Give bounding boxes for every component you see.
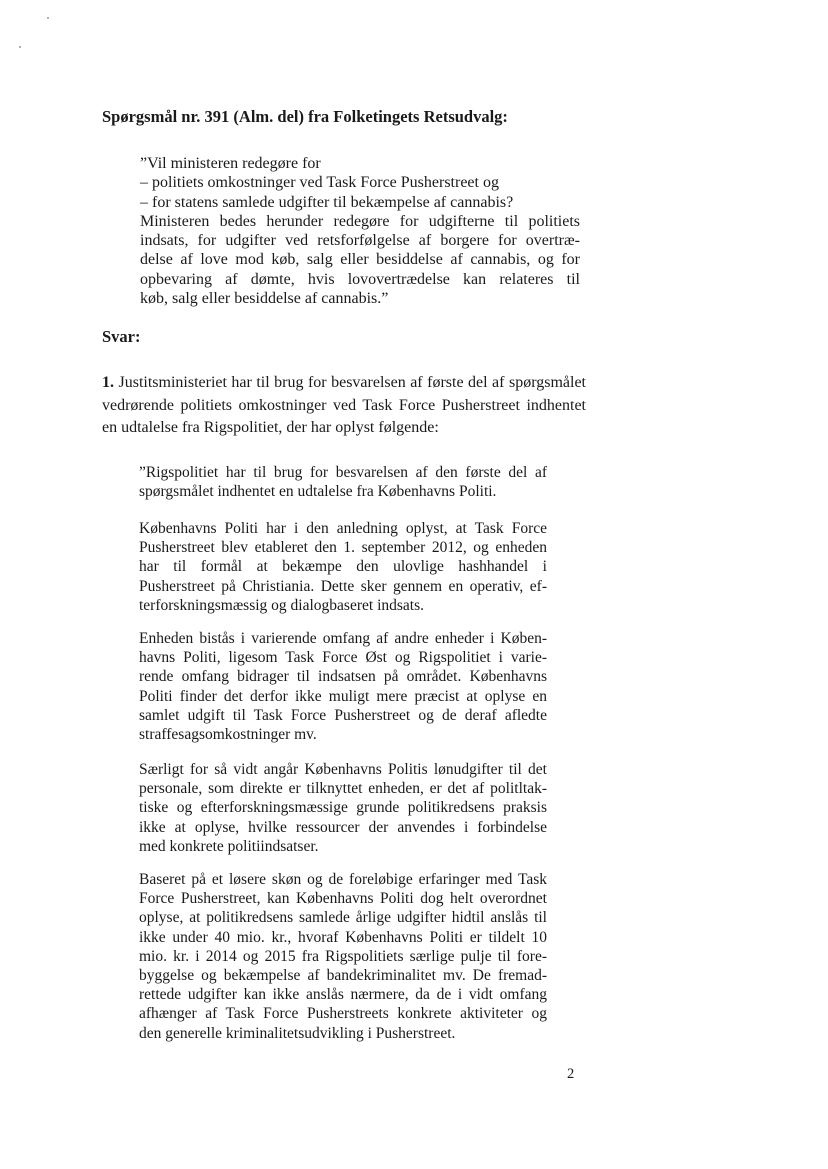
paragraph-line: Politi finder det derfor ikke muligt mere præcist at oplyse en xyxy=(139,687,547,705)
paragraph-line: Force Pusherstreet, kan Københavns Politi dog helt overordnet xyxy=(139,890,547,908)
answer-intro-line: 1. Justitsministeriet har til brug for besvarelsen af første del af spørgsmålet xyxy=(102,374,586,391)
question-line: Ministeren bedes herunder redegøre for udgifterne til politiets xyxy=(140,212,580,230)
paragraph-line: ikke under 40 mio. kr., hvoraf Københavns Politi er tildelt 10 xyxy=(139,928,547,946)
answer-intro-paragraph xyxy=(102,372,586,440)
paragraph-line: Københavns Politi har i den anledning oplyst, at Task Force xyxy=(139,520,547,537)
question-line: ”Vil ministeren redegøre for xyxy=(140,155,321,172)
scan-speck xyxy=(47,17,49,19)
quoted-paragraph xyxy=(139,519,547,615)
question-quote xyxy=(140,154,580,308)
question-line: indsats, for udgifter ved retsforfølgelse af borgere for overtræ- xyxy=(140,232,580,250)
paragraph-line: terforskningsmæssig og dialogbaseret indsats. xyxy=(139,596,424,614)
paragraph-line: Pusherstreet blev etableret den 1. september 2012, og enheden xyxy=(139,539,547,557)
paragraph-line: afhænger af Task Force Pusherstreets konkrete aktiviteter og xyxy=(139,1005,547,1023)
page-number: 2 xyxy=(567,1066,575,1082)
paragraph-line: har til formål at bekæmpe den ulovlige hashhandel i xyxy=(139,558,547,576)
paragraph-line: straffesagsomkostninger mv. xyxy=(139,726,317,744)
paragraph-line: havns Politi, ligesom Task Force Øst og Rigspolitiet i varie- xyxy=(139,649,547,667)
question-line: – politiets omkostninger ved Task Force Pusherstreet og xyxy=(140,174,499,192)
quoted-paragraph xyxy=(139,629,547,744)
paragraph-line: samlet udgift til Task Force Pusherstreet og de deraf afledte xyxy=(139,706,547,724)
paragraph-line: med konkrete politiindsatser. xyxy=(139,837,319,855)
paragraph-line: ikke at oplyse, hvilke ressourcer der anvendes i forbindelse xyxy=(139,818,547,836)
paragraph-line: Særligt for så vidt angår Københavns Politis lønudgifter til det xyxy=(139,761,547,778)
paragraph-line: tiske og efterforskningsmæssige grunde politikredsens praksis xyxy=(139,799,547,817)
answer-number: 1. xyxy=(102,374,114,391)
quoted-paragraph xyxy=(139,760,547,856)
paragraph-line: rettede udgifter kan ikke anslås nærmere, da de i vidt omfang xyxy=(139,986,547,1004)
paragraph-line: mio. kr. i 2014 og 2015 fra Rigspolitiets særlige pulje til fore- xyxy=(139,947,547,965)
question-line: delse af love mod køb, salg eller besiddelse af cannabis, og for xyxy=(140,251,580,269)
paragraph-line: ”Rigspolitiet har til brug for besvarelsen af den første del af xyxy=(139,464,547,481)
question-line: – for statens samlede udgifter til bekæmpelse af cannabis? xyxy=(140,193,514,211)
paragraph-line: den generelle kriminalitetsudvikling i Pusherstreet. xyxy=(139,1024,456,1042)
quoted-paragraph xyxy=(139,870,547,1043)
paragraph-line: Pusherstreet på Christiania. Dette sker gennem en operativ, ef- xyxy=(139,577,547,595)
paragraph-line: Enheden bistås i varierende omfang af andre enheder i Køben- xyxy=(139,630,547,647)
paragraph-line: spørgsmålet indhentet en udtalelse fra Københavns Politi. xyxy=(139,483,497,501)
scan-speck xyxy=(19,46,21,48)
quoted-paragraph xyxy=(139,463,547,501)
paragraph-line: personale, som direkte er tilknyttet enheden, er det af politltak- xyxy=(139,780,547,798)
question-line: opbevaring af dømte, hvis lovovertrædelse kan relateres til xyxy=(140,270,580,288)
paragraph-line: byggelse og bekæmpelse af bandekriminalitet mv. De fremad- xyxy=(139,967,547,985)
paragraph-line: Baseret på et løsere skøn og de foreløbige erfaringer med Task xyxy=(139,871,547,888)
question-line: køb, salg eller besiddelse af cannabis.” xyxy=(140,290,389,308)
answer-intro-line: vedrørende politiets omkostninger ved Task Force Pusherstreet indhentet xyxy=(102,396,586,414)
paragraph-line: oplyse, at politikredsens samlede årlige udgifter hidtil anslås til xyxy=(139,909,547,927)
question-heading: Spørgsmål nr. 391 (Alm. del) fra Folketingets Retsudvalg: xyxy=(102,107,508,126)
answer-heading: Svar: xyxy=(102,327,141,346)
paragraph-line: rende omfang bidrager til indsatsen på området. Københavns xyxy=(139,668,547,686)
answer-intro-line: en udtalelse fra Rigspolitiet, der har oplyst følgende: xyxy=(102,419,439,436)
